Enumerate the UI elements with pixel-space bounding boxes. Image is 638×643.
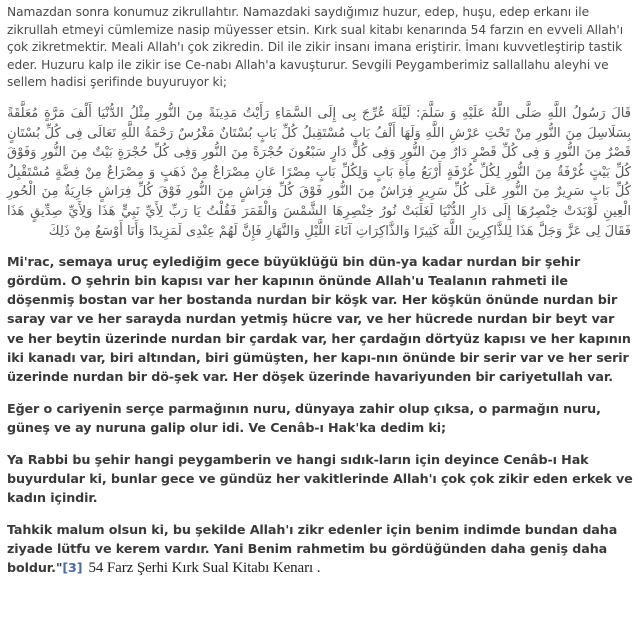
arabic-hadith-text: قَالَ رَسُولُ اللَّهِ صَلَّى اللَّهُ عَلَيْهِ وَ سَلَّمَ: لَيْلَةَ عُرِّجَ بِى إِلَى السَّمَاءِ رَأَيْتُ مَدِينَةً مِنَ النُّورِ مِثْلُ الدُّنْيَا أَلْفَ مَرَّةٍ مُعَلَّقَةً بِسَلَاسِلَ مِنَ النُّورِ مِنْ تَحْتِ عَرْشِ اللَّهِ وَلَهَا أَلْفُ بَابٍ مُسْتَقِبلُ كُلِّ بَابٍ بُسْتَانٌ مَغْرُسٌ رَحْمَةُ اللَّهِ تَعَالَى فِى كُلِّ بُسْتَانٍ قَصْرٌ مِنَ النُّورِ وَ فِى كُلِّ قَصْرٍ دَارٌ مِنَ النُّورِ وَفِى كُلِّ دَارٍ سَبْعُونَ حُجْرَةً مِنَ النُّورِ وَفِى كُلِّ حُجْرَةٍ بَيْتٌ مِنَ النُّورِ وَفَوْقَ كُلِّ بَيْتٍ غُرْفَةٌ مِنَ النُّورِ لِكُلِّ غُرْفَةٍ أَرْبَعُ مِأَةِ بَابٍ وَلِكُلِّ بَابٍ مِصْرًا عَانِ مِصْرَاعٌ مِنْ ذَهَبٍ وَ مِصْرَاعٌ مِنْ فِضَّةٍ مُسْتَقْبِلُ كُلِّ بَابٍ سَرِيرٌ مِنَ النُّورِ عَلَى كُلِّ سَرِيرٍ فِرَاشٌ مِنَ النُّورِ فَوْقَ كُلِّ فِرَاشٍ مِنَ النُّورِ فَوْقَ كُلِّ فِرَاشٍ جَارِيَةٌ مِنَ الْحُورِ الْعِينِ لَوْبَدَتْ خِنْصِرُهَا إِلَى دَارِ الدُّنْيَا لَغَلَبَتْ نُورُ خِنْصِرِهَا الشَّمْسَ وَالْقَمَرَ فَقُلْتُ يَا رَبِّ لِأَيِّ نَبِيٍّ هَذَا وَلِأَيِّ صِدِّيقٍ هَذَا فَقَالَ لِى عَزَّ وَجَلَّ هَذَا لِلذَّاكِرِينَ اللَّهَ كَثِيرًا وَالذَّاكِرَاتِ آنَاءَ اللَّيْلِ وَالنَّهَارِ فَإِنَّ لَهُمْ عِنْدِى لَمَزِيدًا وَأَنَا أَوْسَعُ مِنْ ذَلِكَ [7,105,631,239]
source-note: 54 Farz Şerhi Kırk Sual Kitabı Kenarı . [88,560,321,577]
article-body [7,4,633,579]
translation-paragraph-1: Mi'rac, semaya uruç eylediğim gece büyüklüğü bin dün-ya kadar nurdan bir şehir gördüm. O şehrin bin kapısı var her kapının önünde Allah'u Tealanın rahmeti ile döşenmiş bostan var her bostanda nurdan bir köşk var. Her köşkün önünde nurdan bir saray var ve her sarayda nurdan yetmiş hücre var, ve her hücrede nurdan bir beyt var ve her beytin üzerinde nurdan bir çardak var, her çardağın dörtyüz kapısı ve her kapının iki kanadı var, biri altından, biri gümüşten, her kapı-nın önünde bir serir var ve her serir üzerinde nurdan bir dö-şek var. Her döşek üzerinde havariyunden bir cariyetullah var. [7,254,631,384]
footnote-reference-link[interactable]: [3] [62,560,83,576]
translation-paragraph-4 [7,520,633,578]
translation-paragraph-2: Eğer o cariyenin serçe parmağının nuru, dünyaya zahir olup çıksa, o parmağın nuru, güneş ve ay nuruna galip olur idi. Ve Cenâb-ı Hak'ka dedim ki; [7,400,601,435]
closing-text: Tahkik malum olsun ki, bu şekilde Allah'ı zikr edenler için benim indimde bundan daha ziyade lütfu ve kerem vardır. Yani Benim rahmetim bu gördüğünden daha geniş daha boldur." [7,522,618,576]
translation-paragraph-3: Ya Rabbi bu şehir hangi peygamberin ve hangi sıdık-ların için deyince Cenâb-ı Hak buyurdular ki, bunlar gece ve gündüz her vakitlerinde Allah'ı çok çok zikir eden erkek ve kadın içindir. [7,451,633,506]
intro-paragraph: Namazdan sonra konumuz zikrullahtır. Namazdaki saydığımız huzur, edep, huşu, edep erkanı ile zikrullah etmeyi cümlemize nasip müyesser etsin. Kırk sual kitabı kenarında 54 farzın en evveli Allah'ı çok zikretmektir. Meali Allah'ı çok zikredin. Dil ile zikir insanı imana eriştirir. İmanı kuvvetleştirip tastik eder. Huzuru kalp ile zikir ise Ce-nabı Allah'a kavuşturur. Sevgili Peygamberimiz sallallahu aleyhi ve sellem hadisi şerifinde buyuruyor ki; [7,5,624,90]
